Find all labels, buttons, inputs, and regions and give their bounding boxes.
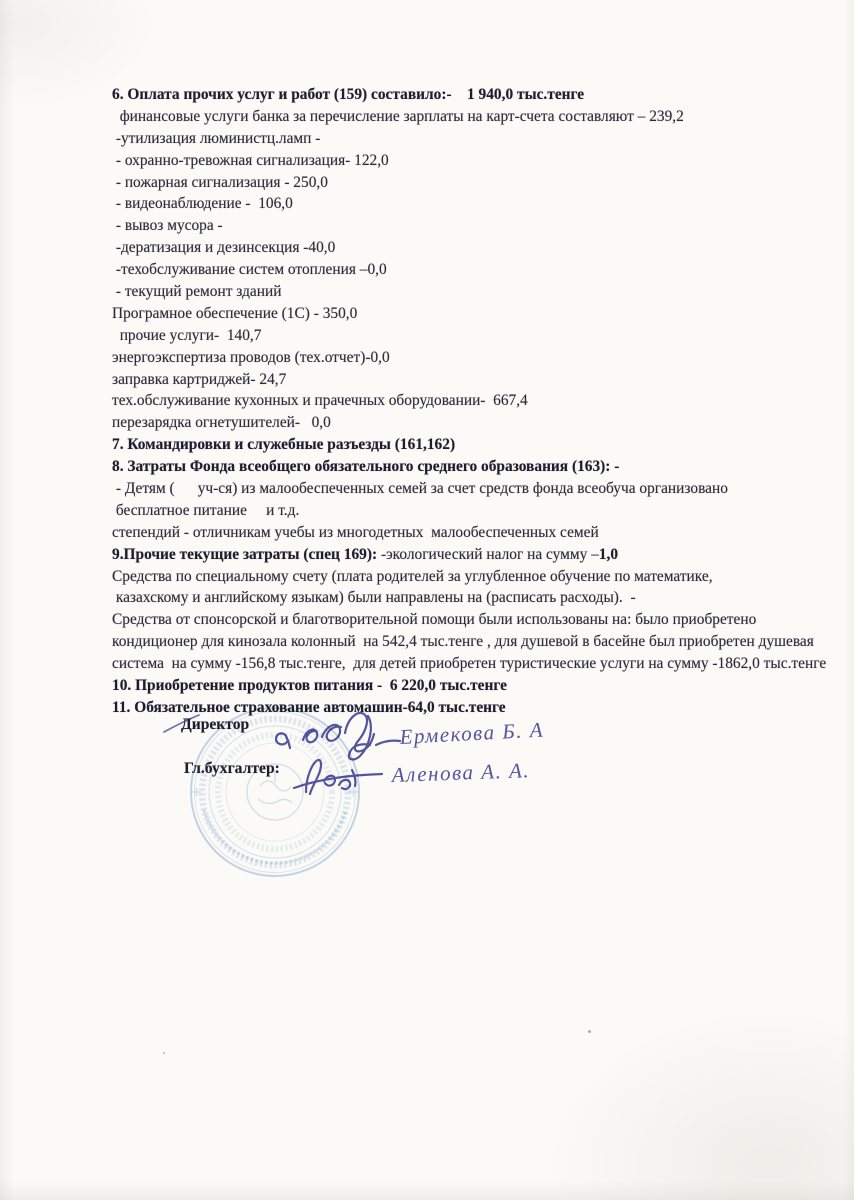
director-signature bbox=[276, 713, 545, 759]
director-signature-name: Ермекова Б. А bbox=[399, 717, 545, 749]
text-segment: - вывоз мусора - bbox=[112, 217, 223, 235]
text-segment: - текущий ремонт зданий bbox=[112, 283, 282, 301]
text-segment: - видеонаблюдение - 106,0 bbox=[112, 195, 293, 213]
text-segment: Програмное обеспечение (1С) - 350,0 bbox=[112, 304, 358, 322]
text-segment: финансовые услуги банка за перечисление зарплаты на карт-счета составляют – 239,2 bbox=[112, 107, 684, 125]
text-segment: 1,0 bbox=[598, 545, 619, 563]
scan-speck bbox=[163, 1052, 165, 1054]
director-label: Директор bbox=[181, 716, 250, 733]
text-segment: -дератизация и дезинсекция -40,0 bbox=[112, 239, 336, 257]
text-segment: кондиционер для кинозала колонный на 542,4 тыс.тенге , для душевой в басейне был приобретен душевая bbox=[112, 633, 814, 651]
text-segment: - пожарная сигнализация - 250,0 bbox=[112, 173, 328, 191]
text-segment: -утилизация люминистц.ламп - bbox=[112, 129, 321, 147]
text-segment: система на сумму -156,8 тыс.тенге, для детей приобретен туристические услуги на сумму -1862,0 тыс.тенге bbox=[112, 655, 827, 673]
text-segment: Средства от спонсорской и благотворительной помощи были использованы на: было приобретено bbox=[112, 611, 757, 629]
scan-speck bbox=[588, 1030, 591, 1033]
text-segment: - охранно-тревожная сигнализация- 122,0 bbox=[112, 151, 389, 169]
text-segment: 7. Командировки и служебные разъезды (161,162) bbox=[112, 436, 456, 454]
accountant-label: Гл.бухгалтер: bbox=[184, 760, 280, 777]
text-segment: 8. Затраты Фонда всеобщего обязательного среднего образования (163): - bbox=[112, 458, 620, 476]
accountant-signature bbox=[294, 758, 530, 794]
text-segment: перезарядка огнетушителей- 0,0 bbox=[112, 414, 331, 432]
text-segment: 9.Прочие текущие затраты (спец 169): bbox=[112, 545, 381, 563]
text-segment: заправка картриджей- 24,7 bbox=[112, 370, 287, 388]
text-segment: степендий - отличникам учебы из многодетных малообеспеченных семей bbox=[112, 523, 599, 541]
text-segment: 11. Обязательное страхование автомашин-64,0 тыс.тенге bbox=[112, 698, 506, 716]
text-segment: прочие услуги- 140,7 bbox=[112, 326, 262, 344]
text-segment: бесплатное питание и т.д. bbox=[112, 501, 300, 519]
text-segment: 10. Приобретение продуктов питания - 6 220,0 тыс.тенге bbox=[112, 677, 507, 695]
text-segment: - Детям ( уч-ся) из малообеспеченных семей за счет средств фонда всеобуча организовано bbox=[112, 480, 728, 498]
text-segment: -техобслуживание систем отопления –0,0 bbox=[112, 261, 387, 279]
accountant-signature-name: Аленова А. А. bbox=[391, 758, 531, 787]
text-segment: 6. Оплата прочих услуг и работ (159) составило:- 1 940,0 тыс.тенге bbox=[112, 86, 585, 103]
text-segment: казахскому и английскому языкам) были направлены на (расписать расходы). - bbox=[112, 589, 636, 607]
text-segment: Средства по специальному счету (плата родителей за углубленное обучение по математике, bbox=[112, 567, 713, 585]
text-segment: энергоэкспертиза проводов (тех.отчет)-0,0 bbox=[112, 348, 390, 366]
text-segment: -экологический налог на сумму – bbox=[380, 545, 599, 563]
text-segment: тех.обслуживание кухонных и прачечных оборудовании- 667,4 bbox=[112, 392, 528, 410]
